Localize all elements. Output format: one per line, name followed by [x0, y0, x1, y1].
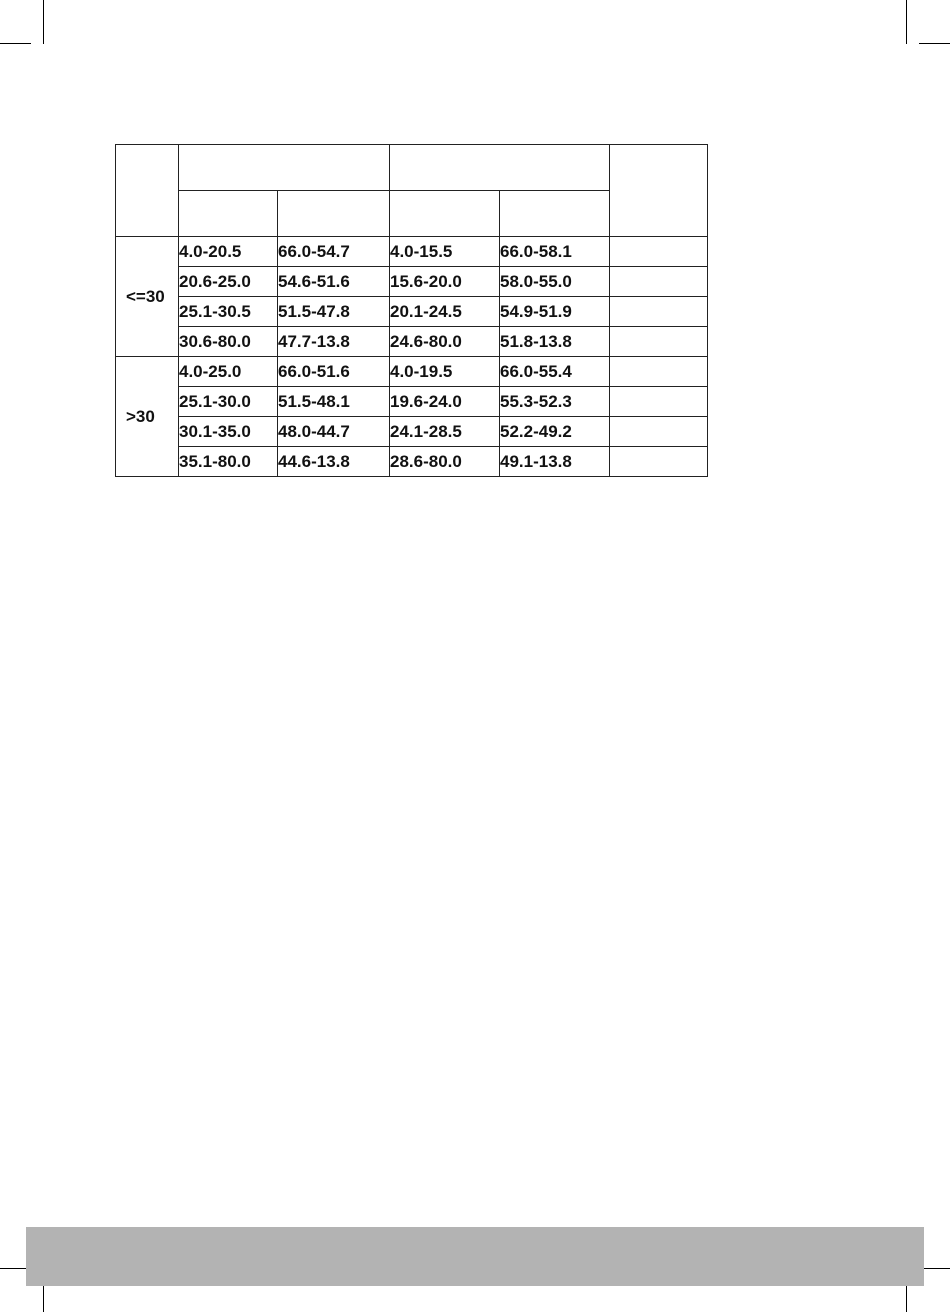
footer-band: [26, 1227, 924, 1286]
table-cell: 24.6-80.0: [390, 327, 500, 357]
table-cell: 51.5-48.1: [278, 387, 390, 417]
table-cell: 25.1-30.0: [179, 387, 278, 417]
table-header-row: [116, 145, 708, 191]
table-cell: 58.0-55.0: [500, 267, 610, 297]
table-cell: 54.6-51.6: [278, 267, 390, 297]
table-cell: 51.8-13.8: [500, 327, 610, 357]
table-cell: 66.0-51.6: [278, 357, 390, 387]
table-row: [116, 267, 708, 297]
table-cell: 66.0-54.7: [278, 237, 390, 267]
header-age-cell: [116, 145, 179, 237]
table-cell: 4.0-20.5: [179, 237, 278, 267]
crop-mark-top-left-horizontal: [0, 43, 31, 44]
empty-cell: [610, 237, 708, 267]
table-row: [116, 447, 708, 477]
table-cell: 19.6-24.0: [390, 387, 500, 417]
header-last-cell: [610, 145, 708, 237]
table-cell: 28.6-80.0: [390, 447, 500, 477]
empty-cell: [610, 327, 708, 357]
empty-cell: [610, 417, 708, 447]
table-cell: 66.0-55.4: [500, 357, 610, 387]
table-cell: 49.1-13.8: [500, 447, 610, 477]
table-cell: 30.6-80.0: [179, 327, 278, 357]
table-row: [116, 417, 708, 447]
table-cell: 20.1-24.5: [390, 297, 500, 327]
empty-cell: [610, 387, 708, 417]
table-cell: 35.1-80.0: [179, 447, 278, 477]
table-cell: 51.5-47.8: [278, 297, 390, 327]
age-group-label: <=30: [116, 237, 179, 357]
subheader-cell: [390, 191, 500, 237]
age-group-label: >30: [116, 357, 179, 477]
crop-mark-top-left-vertical: [43, 0, 44, 44]
table-cell: 4.0-19.5: [390, 357, 500, 387]
table-cell: 48.0-44.7: [278, 417, 390, 447]
table-cell: 54.9-51.9: [500, 297, 610, 327]
table-row: [116, 327, 708, 357]
empty-cell: [610, 297, 708, 327]
table-cell: 24.1-28.5: [390, 417, 500, 447]
table-cell: 15.6-20.0: [390, 267, 500, 297]
table-cell: 25.1-30.5: [179, 297, 278, 327]
subheader-cell: [278, 191, 390, 237]
table-cell: 20.6-25.0: [179, 267, 278, 297]
empty-cell: [610, 267, 708, 297]
table-row: [116, 297, 708, 327]
empty-cell: [610, 447, 708, 477]
table-row: [116, 357, 708, 387]
table-cell: 55.3-52.3: [500, 387, 610, 417]
crop-mark-top-right-vertical: [906, 0, 907, 44]
table-cell: 52.2-49.2: [500, 417, 610, 447]
table-row: [116, 237, 708, 267]
table-cell: 4.0-25.0: [179, 357, 278, 387]
subheader-cell: [500, 191, 610, 237]
subheader-cell: [179, 191, 278, 237]
body-fat-table: [115, 144, 708, 477]
table-cell: 4.0-15.5: [390, 237, 500, 267]
table-cell: 30.1-35.0: [179, 417, 278, 447]
crop-mark-top-right-horizontal: [919, 43, 950, 44]
table-row: [116, 387, 708, 417]
table-cell: 47.7-13.8: [278, 327, 390, 357]
header-group-2-cell: [390, 145, 610, 191]
table-cell: 44.6-13.8: [278, 447, 390, 477]
table-cell: 66.0-58.1: [500, 237, 610, 267]
body-fat-table-container: [115, 144, 708, 477]
header-group-1-cell: [179, 145, 390, 191]
empty-cell: [610, 357, 708, 387]
